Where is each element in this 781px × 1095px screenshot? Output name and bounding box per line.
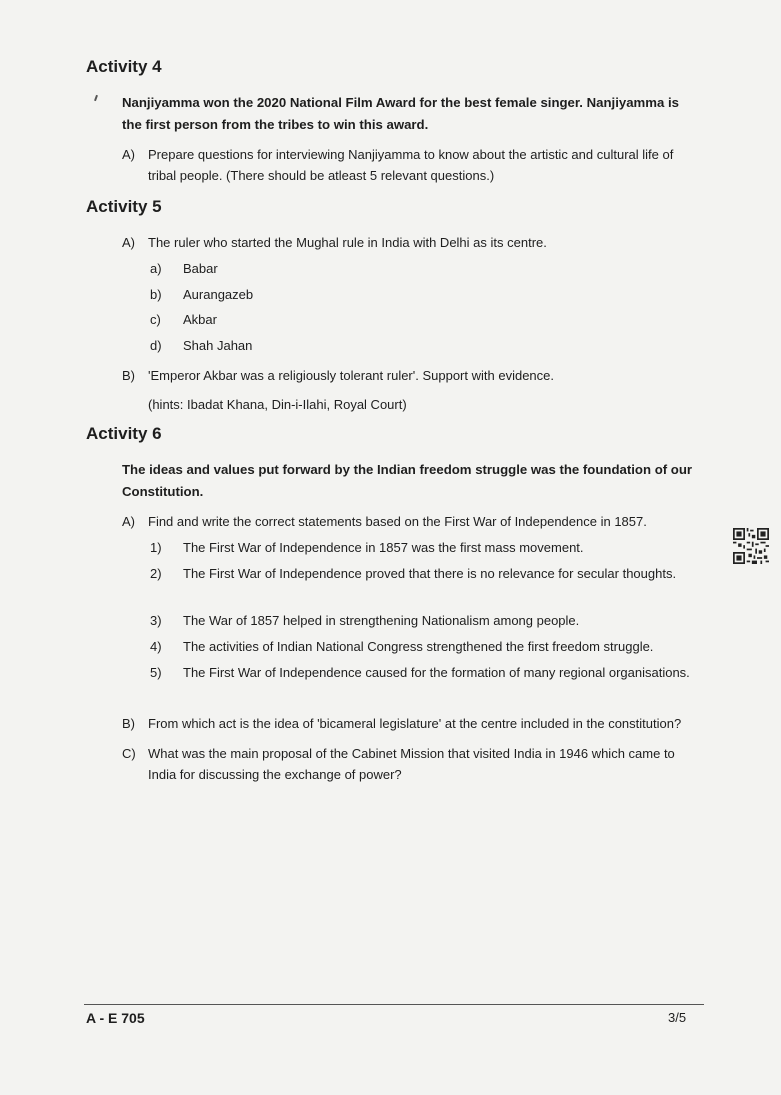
- option-d: [150, 335, 690, 356]
- statement-2: [150, 563, 690, 584]
- question-marker: A): [122, 514, 135, 529]
- activity-6-question-b: [122, 713, 702, 734]
- statement-4: [150, 636, 690, 657]
- activity-6-question-c: [122, 743, 702, 785]
- pen-mark: [94, 95, 98, 101]
- option-marker: d): [150, 338, 162, 353]
- activity-5-question-a: [122, 232, 702, 253]
- statement-marker: 2): [150, 566, 162, 581]
- activity-5-heading: Activity 5: [86, 197, 162, 216]
- option-text: Akbar: [183, 312, 217, 327]
- statement-text: The War of 1857 helped in strengthening Nationalism among people.: [183, 613, 580, 628]
- exam-code: A - E 705: [86, 1010, 145, 1026]
- activity-5-hint: (hints: Ibadat Khana, Din-i-Ilahi, Royal Court): [148, 397, 407, 412]
- statement-1: [150, 537, 690, 558]
- statement-3: [150, 610, 690, 631]
- option-text: Babar: [183, 261, 218, 276]
- statement-text: The First War of Independence caused for the formation of many regional organisations.: [183, 665, 690, 680]
- option-b: [150, 284, 690, 305]
- question-text: Find and write the correct statements based on the First War of Independence in 1857.: [148, 514, 647, 529]
- question-text: What was the main proposal of the Cabinet Mission that visited India in 1946 which came to India for discussing the exchange of power?: [148, 746, 675, 782]
- question-text: The ruler who started the Mughal rule in India with Delhi as its centre.: [148, 235, 547, 250]
- qr-code-icon: [733, 528, 769, 564]
- activity-6-question-a: [122, 511, 702, 532]
- page-number: 3/5: [668, 1010, 687, 1025]
- activity-4-question-a: [122, 144, 702, 186]
- option-c: [150, 309, 690, 330]
- statement-marker: 5): [150, 665, 162, 680]
- statement-5: [150, 662, 690, 683]
- activity-5-question-b: [122, 365, 702, 386]
- question-text: 'Emperor Akbar was a religiously tolerant ruler'. Support with evidence.: [148, 368, 554, 383]
- option-marker: b): [150, 287, 162, 302]
- question-marker: B): [122, 716, 135, 731]
- statement-marker: 1): [150, 540, 162, 555]
- statement-text: The activities of Indian National Congress strengthened the first freedom struggle.: [183, 639, 654, 654]
- option-text: Aurangazeb: [183, 287, 254, 302]
- activity-6-lead: The ideas and values put forward by the Indian freedom struggle was the foundation of our Constitution.: [122, 462, 693, 499]
- footer-divider: [84, 1004, 704, 1005]
- question-text: Prepare questions for interviewing Nanjiyamma to know about the artistic and cultural life of tribal people. (There should be atleast 5 relevant questions.): [148, 147, 674, 183]
- question-marker: B): [122, 368, 135, 383]
- option-marker: c): [150, 312, 161, 327]
- question-marker: C): [122, 746, 136, 761]
- option-marker: a): [150, 261, 162, 276]
- activity-4-heading: Activity 4: [86, 57, 162, 76]
- activity-6-heading: Activity 6: [86, 424, 162, 443]
- activity-4-lead: Nanjiyamma won the 2020 National Film Award for the best female singer. Nanjiyamma is the first person from the tribes to win this award.: [122, 95, 679, 132]
- option-a: [150, 258, 690, 279]
- statement-marker: 3): [150, 613, 162, 628]
- statement-text: The First War of Independence proved that there is no relevance for secular thoughts.: [183, 566, 677, 581]
- statement-text: The First War of Independence in 1857 was the first mass movement.: [183, 540, 584, 555]
- question-text: From which act is the idea of 'bicameral legislature' at the centre included in the constitution?: [148, 716, 682, 731]
- statement-marker: 4): [150, 639, 162, 654]
- question-marker: A): [122, 235, 135, 250]
- question-marker: A): [122, 147, 135, 162]
- option-text: Shah Jahan: [183, 338, 253, 353]
